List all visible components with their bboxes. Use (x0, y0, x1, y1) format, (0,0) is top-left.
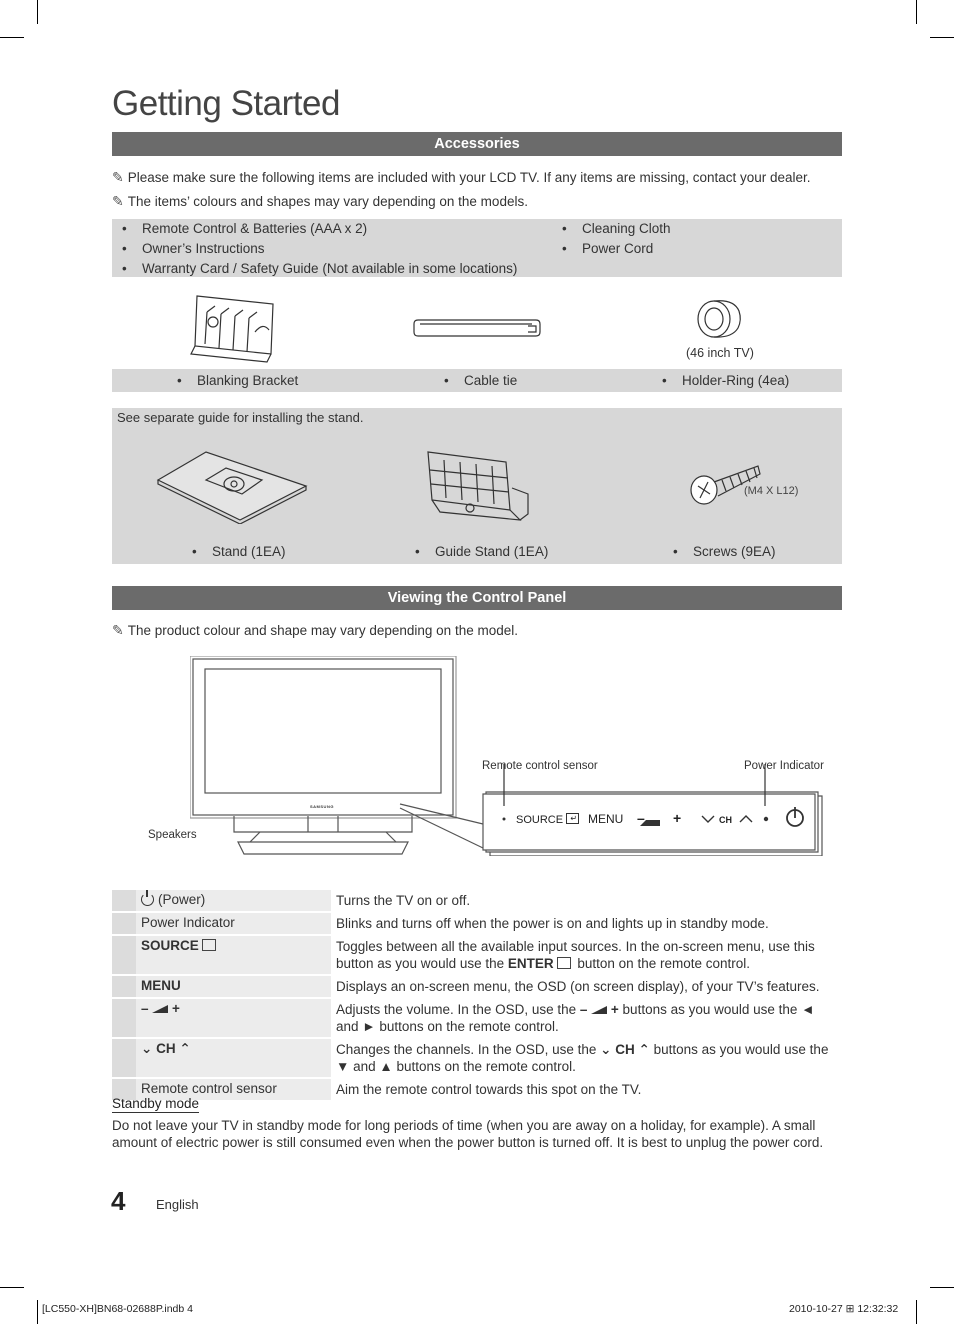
screw-icon (688, 458, 764, 508)
list-item: • Power Cord (582, 241, 653, 256)
sensor-label: Remote control sensor (482, 760, 598, 772)
chevron-up-icon: ⌃ (638, 1042, 650, 1057)
tv-illustration (190, 656, 830, 856)
pencil-note-icon: ✎ (112, 169, 124, 185)
list-item: • Remote Control & Batteries (AAA x 2) (142, 221, 367, 236)
control-panel-heading: Viewing the Control Panel (112, 586, 842, 610)
enter-icon: ↵ (566, 813, 579, 824)
language-label: English (156, 1197, 199, 1212)
accessories-note-1: ✎ Please make sure the following items are included with your LCD TV. If any items are missing, contact your dealer. (112, 169, 811, 185)
table-row: ⌄ CH ⌃ Changes the channels. In the OSD, use the ⌄ CH ⌃ buttons as you would use the ▼ and ▲ buttons on the remote control. (112, 1039, 842, 1077)
stand-icon (154, 444, 310, 524)
holder-ring-caption: (46 inch TV) (686, 346, 754, 360)
crop-mark (37, 0, 38, 24)
chevron-up-icon: ⌃ (179, 1041, 191, 1056)
crop-mark (37, 1300, 38, 1324)
crop-mark (930, 1287, 954, 1288)
pencil-note-icon: ✎ (112, 622, 124, 638)
crop-mark (0, 37, 24, 38)
crop-mark (930, 37, 954, 38)
accessories-heading: Accessories (112, 132, 842, 156)
table-row: MENU Displays an on-screen menu, the OSD (on screen display), of your TV’s features. (112, 976, 842, 997)
list-item: • Blanking Bracket (197, 373, 298, 388)
list-item: • Cleaning Cloth (582, 221, 671, 236)
blanking-bracket-icon (185, 292, 285, 364)
enter-icon (202, 939, 216, 951)
print-datetime: 2010-10-27 ⊞ 12:32:32 (789, 1303, 899, 1315)
page-title: Getting Started (112, 84, 340, 123)
table-row: SOURCE Toggles between all the available input sources. In the on-screen menu, use this button as you would use the ENTER button on the remote control. (112, 936, 842, 974)
list-item: • Owner’s Instructions (142, 241, 265, 256)
panel-volume-minus-icon: – (637, 810, 645, 826)
chevron-down-icon: ⌄ (141, 1041, 153, 1056)
accessories-note-2: ✎ The items’ colours and shapes may vary depending on the models. (112, 193, 528, 209)
list-item: • Stand (1EA) (212, 544, 286, 559)
list-item: • Warranty Card / Safety Guide (Not available in some locations) (142, 261, 517, 276)
panel-menu-button: MENU (588, 812, 624, 826)
crop-mark (916, 0, 917, 24)
table-row: Power Indicator Blinks and turns off when the power is on and lights up in standby mode. (112, 913, 842, 934)
standby-heading: Standby mode (112, 1096, 200, 1111)
cable-tie-icon (412, 316, 542, 340)
table-row: (Power) Turns the TV on or off. (112, 890, 842, 911)
guide-stand-icon (420, 448, 532, 524)
print-file-info: [LC550-XH]BN68-02688P.indb 4 (42, 1303, 193, 1315)
holder-ring-icon (694, 296, 744, 340)
volume-icon: – + (136, 999, 331, 1037)
table-row: – + Adjusts the volume. In the OSD, use the – + buttons as you would use the ◄ and ► buttons on the remote control. (112, 999, 842, 1037)
volume-icon: – + (579, 1002, 619, 1017)
list-item: • Holder-Ring (4ea) (682, 373, 789, 388)
enter-icon (557, 957, 571, 969)
stand-note: See separate guide for installing the stand. (117, 410, 364, 425)
crop-mark (916, 1300, 917, 1324)
crop-mark (0, 1287, 24, 1288)
speakers-label: Speakers (148, 829, 197, 841)
panel-source-button: SOURCE ↵ (516, 814, 578, 826)
power-indicator-label: Power Indicator (744, 760, 824, 772)
control-panel-note: ✎ The product colour and shape may vary depending on the model. (112, 622, 518, 638)
brand-logo: SAMSUNG (310, 804, 334, 809)
power-icon (141, 893, 154, 906)
page-number: 4 (111, 1186, 126, 1216)
list-item: • Screws (9EA) (693, 544, 776, 559)
chevron-down-icon: ⌄ (600, 1042, 612, 1057)
list-item: • Cable tie (464, 373, 517, 388)
standby-text: Do not leave your TV in standby mode for long periods of time (when you are away on a holiday, for example). A small amount of electric power is still consumed even when the power button is turned off. It is best to unplug the power cord. (112, 1118, 824, 1150)
control-panel-table (112, 888, 842, 1102)
panel-ch-label: CH (719, 815, 732, 825)
pencil-note-icon: ✎ (112, 193, 124, 209)
table-row: Remote control sensor Aim the remote control towards this spot on the TV. (112, 1079, 842, 1100)
list-item: • Guide Stand (1EA) (435, 544, 548, 559)
screw-caption: (M4 X L12) (744, 485, 799, 497)
panel-volume-plus-icon: + (673, 810, 682, 826)
